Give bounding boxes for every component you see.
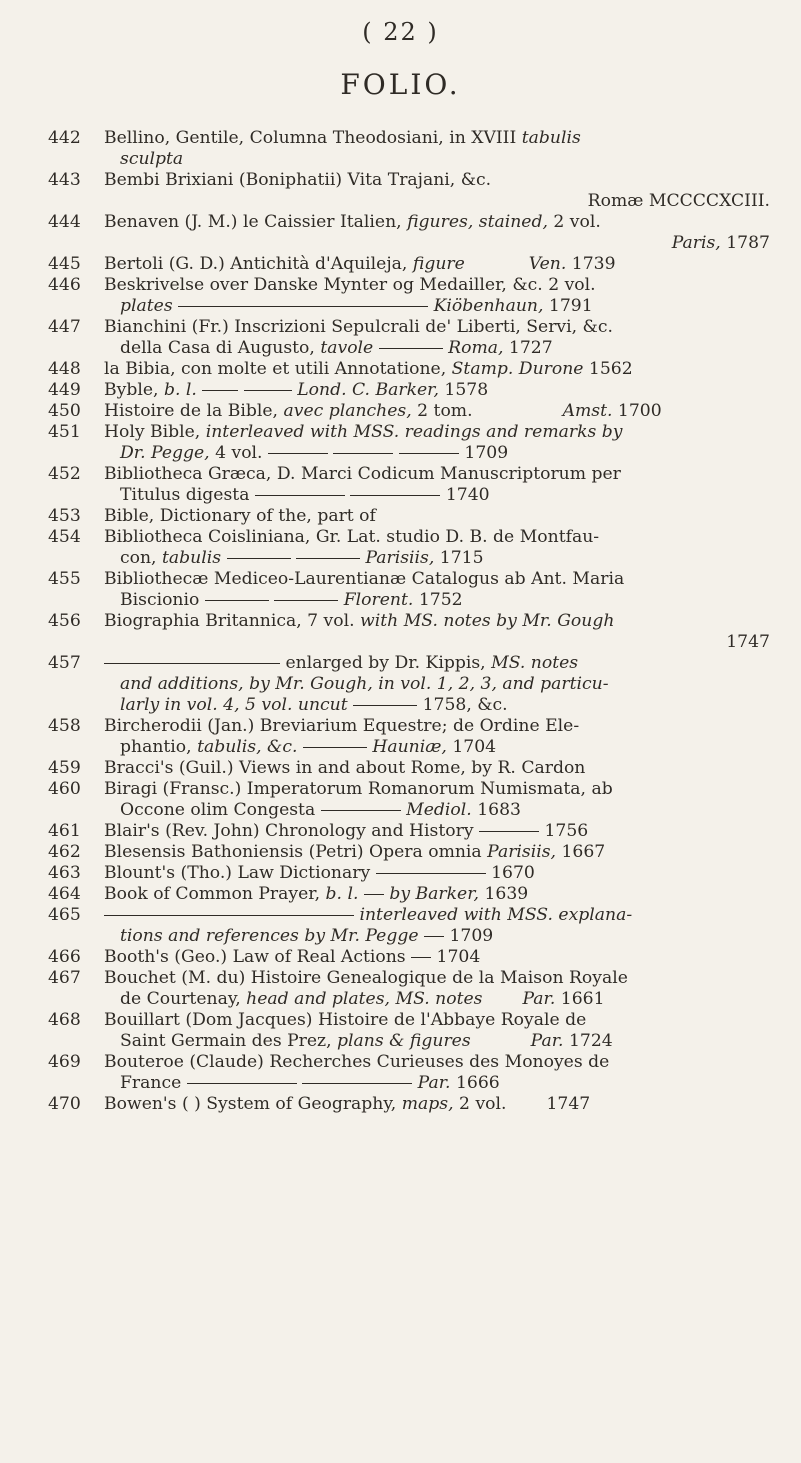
entry-text: Blesensis Bathoniensis (Petri) Opera omnia Parisiis, 1667: [104, 842, 606, 862]
entry-imprint: Romæ MCCCCXCIII.: [587, 191, 770, 211]
entry-text: Blount's (Tho.) Law Dictionary 1670: [104, 863, 535, 883]
entry-number: 449: [48, 380, 81, 400]
entry-text: Bouillart (Dom Jacques) Histoire de l'Abbaye Royale de: [104, 1010, 587, 1030]
entry-text: Bertoli (G. D.) Antichità d'Aquileja, figure Ven. 1739: [104, 254, 616, 274]
catalogue-entry: [48, 1094, 770, 1115]
entry-text: Biographia Britannica, 7 vol. with MS. notes by Mr. Gough: [104, 611, 615, 631]
catalogue-entry: [48, 611, 770, 653]
entry-text: Blair's (Rev. John) Chronology and History 1756: [104, 821, 589, 841]
catalogue-entry: [48, 380, 770, 401]
entry-text: Histoire de la Bible, avec planches, 2 tom. Amst. 1700: [104, 401, 662, 421]
catalogue-entry: [48, 968, 770, 1010]
catalogue-entry: [48, 212, 770, 254]
entry-number: 451: [48, 422, 81, 442]
catalogue-entry: [48, 401, 770, 422]
entry-text: Byble, b. l. Lond. C. Barker, 1578: [104, 380, 489, 400]
entry-number: 469: [48, 1052, 81, 1072]
entry-text: interleaved with MSS. explana-: [104, 905, 770, 926]
catalogue-entry: [48, 716, 770, 758]
catalogue-entry: [48, 170, 770, 212]
entry-text: Bibliotheca Coisliniana, Gr. Lat. studio D. B. de Montfau-: [104, 527, 600, 547]
catalogue-entry: [48, 422, 770, 464]
entry-number: 465: [48, 905, 81, 925]
entry-text: Benaven (J. M.) le Caissier Italien, figures, stained, 2 vol.: [104, 212, 601, 232]
entry-text: Bembi Brixiani (Boniphatii) Vita Trajani, &c.: [104, 170, 492, 190]
entry-text: Biragi (Fransc.) Imperatorum Romanorum Numismata, ab: [104, 779, 613, 799]
entry-text: Bible, Dictionary of the, part of: [104, 506, 376, 526]
entry-text: della Casa di Augusto, tavole Roma, 1727: [120, 338, 553, 358]
entry-text: Bianchini (Fr.) Inscrizioni Sepulcrali de' Liberti, Servi, &c.: [104, 317, 613, 337]
entry-text: Bircherodii (Jan.) Breviarium Equestre; de Ordine Ele-: [104, 716, 580, 736]
catalogue-entry: [48, 758, 770, 779]
catalogue-entry: [48, 1052, 770, 1094]
entry-number: 461: [48, 821, 81, 841]
catalogue-entry: [48, 359, 770, 380]
catalogue-entry: [48, 653, 770, 716]
entry-number: 466: [48, 947, 81, 967]
entry-number: 445: [48, 254, 81, 274]
catalogue-entry: [48, 821, 770, 842]
entry-text: plates Kiöbenhaun, 1791: [120, 296, 593, 316]
catalogue-entry: [48, 569, 770, 611]
entry-text: de Courtenay, head and plates, MS. notes Par. 1661: [120, 989, 605, 1009]
catalogue-entry: [48, 506, 770, 527]
entry-text: Bellino, Gentile, Columna Theodosiani, in XVIII tabulis: [104, 128, 581, 148]
entry-text: Beskrivelse over Danske Mynter og Medailler, &c. 2 vol.: [104, 275, 596, 295]
entry-number: 459: [48, 758, 81, 778]
entry-text: Bracci's (Guil.) Views in and about Rome, by R. Cardon: [104, 758, 586, 778]
entry-number: 467: [48, 968, 81, 988]
catalogue-entry: [48, 254, 770, 275]
entry-text: Book of Common Prayer, b. l. by Barker, 1639: [104, 884, 529, 904]
entry-text: and additions, by Mr. Gough, in vol. 1, 2, 3, and particu-: [120, 674, 609, 694]
entry-number: 457: [48, 653, 81, 673]
catalogue-entry: [48, 527, 770, 569]
entry-text: Bibliotheca Græca, D. Marci Codicum Manuscriptorum per: [104, 464, 621, 484]
catalogue-entry: [48, 842, 770, 863]
entry-number: 448: [48, 359, 81, 379]
entry-text: Bowen's ( ) System of Geography, maps, 2 vol. 1747: [104, 1094, 591, 1114]
entry-number: 464: [48, 884, 81, 904]
entry-text: larly in vol. 4, 5 vol. uncut 1758, &c.: [120, 695, 508, 715]
entry-list: [48, 128, 770, 1115]
catalogue-entry: [48, 317, 770, 359]
entry-imprint: Paris, 1787: [671, 233, 770, 253]
entry-number: 447: [48, 317, 81, 337]
entry-number: 470: [48, 1094, 81, 1114]
entry-number: 468: [48, 1010, 81, 1030]
entry-text: Booth's (Geo.) Law of Real Actions 1704: [104, 947, 481, 967]
entry-number: 450: [48, 401, 81, 421]
catalogue-entry: [48, 863, 770, 884]
entry-number: 452: [48, 464, 81, 484]
entry-number: 456: [48, 611, 81, 631]
entry-text: Occone olim Congesta Mediol. 1683: [120, 800, 521, 820]
entry-text: Biscionio Florent. 1752: [120, 590, 463, 610]
entry-text: phantio, tabulis, &c. Hauniæ, 1704: [120, 737, 497, 757]
entry-number: 462: [48, 842, 81, 862]
entry-text: Saint Germain des Prez, plans & figures Par. 1724: [120, 1031, 613, 1051]
catalogue-entry: [48, 128, 770, 170]
entry-number: 444: [48, 212, 81, 232]
entry-text: tions and references by Mr. Pegge 1709: [120, 926, 494, 946]
entry-number: 442: [48, 128, 81, 148]
page-heading: FOLIO.: [340, 68, 461, 101]
entry-number: 454: [48, 527, 81, 547]
entry-text: Bouchet (M. du) Histoire Genealogique de la Maison Royale: [104, 968, 628, 988]
entry-text: sculpta: [120, 149, 184, 169]
entry-text: enlarged by Dr. Kippis, MS. notes: [104, 653, 770, 674]
entry-text: Holy Bible, interleaved with MSS. readings and remarks by: [104, 422, 623, 442]
entry-number: 446: [48, 275, 81, 295]
entry-number: 463: [48, 863, 81, 883]
catalogue-entry: [48, 905, 770, 947]
entry-text: Dr. Pegge, 4 vol. 1709: [120, 443, 509, 463]
entry-number: 455: [48, 569, 81, 589]
page-number: ( 22 ): [362, 18, 439, 46]
catalogue-entry: [48, 1010, 770, 1052]
entry-number: 453: [48, 506, 81, 526]
catalogue-entry: [48, 947, 770, 968]
catalogue-entry: [48, 464, 770, 506]
entry-number: 460: [48, 779, 81, 799]
entry-text: la Bibia, con molte et utili Annotatione, Stamp. Durone 1562: [104, 359, 633, 379]
catalogue-entry: [48, 779, 770, 821]
entry-text: Titulus digesta 1740: [120, 485, 490, 505]
entry-imprint: 1747: [726, 632, 770, 652]
catalogue-entry: [48, 884, 770, 905]
entry-text: Bouteroe (Claude) Recherches Curieuses des Monoyes de: [104, 1052, 610, 1072]
catalogue-entry: [48, 275, 770, 317]
entry-number: 458: [48, 716, 81, 736]
entry-text: France Par. 1666: [120, 1073, 500, 1093]
entry-text: Bibliothecæ Mediceo-Laurentianæ Catalogus ab Ant. Maria: [104, 569, 625, 589]
entry-text: con, tabulis Parisiis, 1715: [120, 548, 484, 568]
entry-number: 443: [48, 170, 81, 190]
